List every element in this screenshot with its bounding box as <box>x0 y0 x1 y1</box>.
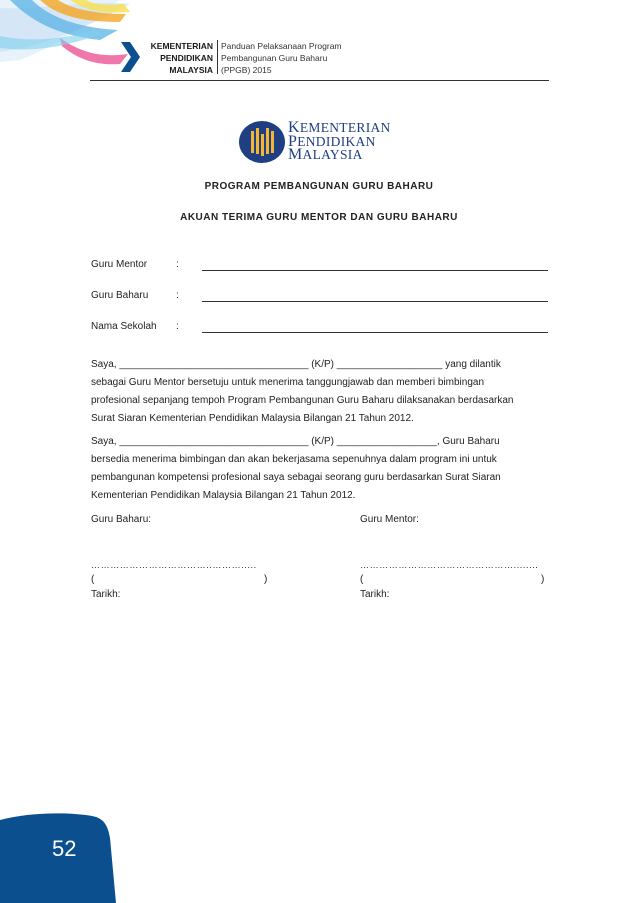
document-subtitle: AKUAN TERIMA GURU MENTOR DAN GURU BAHARU <box>180 212 458 223</box>
signature-line-guru-mentor[interactable]: …………………………………………........ <box>360 560 539 570</box>
paragraph-line: Saya, __________________________________ (K/P) ___________________ yang dilantik <box>91 359 501 370</box>
field-colon: : <box>176 290 179 301</box>
signature-label-guru-baharu: Guru Baharu: <box>91 514 152 525</box>
header-guide-line: Pembangunan Guru Baharu <box>221 53 328 63</box>
date-label-guru-baharu: Tarikh: <box>91 589 121 600</box>
field-line-guru-mentor[interactable] <box>202 270 548 271</box>
document-title: PROGRAM PEMBANGUNAN GURU BAHARU <box>204 181 434 192</box>
logo-word: ALAYSIA <box>302 147 363 162</box>
field-line-guru-baharu[interactable] <box>202 301 548 302</box>
header-guide-line: (PPGB) 2015 <box>221 65 272 75</box>
ministry-logo-icon <box>238 120 286 164</box>
header-rule <box>90 80 549 81</box>
header-divider <box>217 40 218 74</box>
field-label-nama-sekolah: Nama Sekolah <box>91 321 157 332</box>
field-colon: : <box>176 259 179 270</box>
name-paren-close: ) <box>264 574 268 585</box>
paragraph-line: profesional sepanjang tempoh Program Pembangunan Guru Baharu dilaksanakan berdasarkan <box>91 395 514 406</box>
logo-initial: P <box>288 132 298 150</box>
paragraph-line: bersedia menerima bimbingan dan akan bekerjasama sepenuhnya dalam program ini untuk <box>91 454 497 465</box>
header-guide-title <box>221 40 342 76</box>
field-label-guru-baharu: Guru Baharu <box>91 290 149 301</box>
signature-line-guru-baharu[interactable]: ………………………………..………..... <box>91 560 257 570</box>
ministry-logo-wordmark <box>288 121 391 162</box>
field-label-guru-mentor: Guru Mentor <box>91 259 148 270</box>
header-guide-line: Panduan Pelaksanaan Program <box>221 41 342 51</box>
date-label-guru-mentor: Tarikh: <box>360 589 390 600</box>
name-paren-close: ) <box>541 574 545 585</box>
logo-initial: M <box>288 146 303 163</box>
paragraph-line: pembangunan kompetensi profesional saya sebagai seorang guru berdasarkan Surat Siaran <box>91 472 501 483</box>
paragraph-line: Surat Siaran Kementerian Pendidikan Malaysia Bilangan 21 Tahun 2012. <box>91 413 414 424</box>
logo-word: EMENTERIAN <box>299 120 391 135</box>
header-org-line: KEMENTERIAN <box>150 41 213 51</box>
page-number: 52 <box>52 836 77 861</box>
header-ministry-name <box>120 40 213 76</box>
name-paren-open: ( <box>91 574 95 585</box>
mentor-declaration-paragraph <box>91 356 548 428</box>
paragraph-line: Kementerian Pendidikan Malaysia Bilangan 21 Tahun 2012. <box>91 490 356 501</box>
field-line-nama-sekolah[interactable] <box>202 332 548 333</box>
logo-word: ENDIDIKAN <box>297 133 376 149</box>
header-org-line: MALAYSIA <box>169 65 213 75</box>
paragraph-line: sebagai Guru Mentor bersetuju untuk menerima tanggungjawab dan memberi bimbingan <box>91 377 485 388</box>
name-paren-open: ( <box>360 574 364 585</box>
header-org-line: PENDIDIKAN <box>160 53 213 63</box>
field-colon: : <box>176 321 179 332</box>
logo-initial: K <box>288 119 300 136</box>
signature-label-guru-mentor: Guru Mentor: <box>360 514 419 525</box>
paragraph-line: Saya, __________________________________ (K/P) __________________, Guru Baharu <box>91 436 500 447</box>
new-teacher-declaration-paragraph <box>91 433 548 505</box>
